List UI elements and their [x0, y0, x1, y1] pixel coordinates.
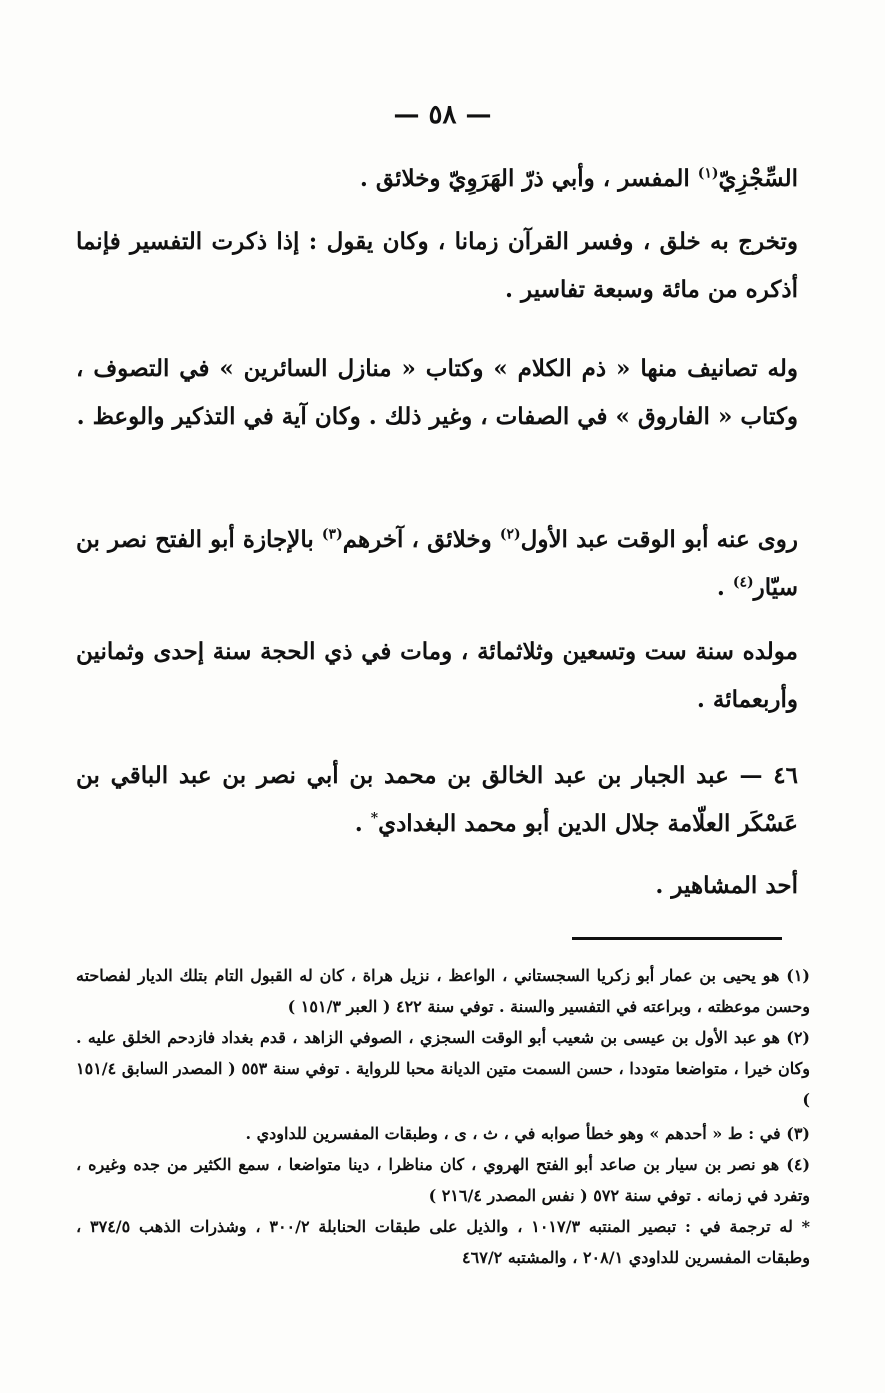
footnote-ref-4: (٤): [732, 574, 754, 591]
paragraph-4-part-3: بالإجازة أبو الفتح نصر بن سيّار: [76, 526, 798, 601]
footnote-ref-3: (٣): [321, 526, 343, 543]
paragraph-2: وتخرج به خلق ، وفسر القرآن زمانا ، وكان يقول : إذا ذكرت التفسير فإنما أذكره من مائة وسبعة تفاسير .: [76, 228, 798, 303]
footnote-2: (٢) هو عبد الأول بن عيسى بن شعيب أبو الوقت السجزي ، الصوفي الزاهد ، قدم بغداد فازدحم الخلق عليه . وكان خيرا ، متواضعا متوددا ، حسن السمت متين الديانة محبا للرواية . توفي سنة ٥٥٣ ( المصدر السابق ١٥١/٤ ): [76, 1028, 811, 1109]
entry-46-text: ٤٦ — عبد الجبار بن عبد الخالق بن محمد بن أبي نصر بن عبد الباقي بن عَسْكَر العلّامة جلال الدين أبو محمد البغدادي: [76, 762, 798, 837]
star-note-ref: *: [370, 810, 379, 827]
paragraph-3: وله تصانيف منها « ذم الكلام » وكتاب « منازل السائرين » في التصوف ، وكتاب « الفاروق » في الصفات ، وغير ذلك . وكان آية في التذكير والوعظ .: [76, 355, 798, 430]
paragraph-4: [76, 516, 798, 612]
footnote-star: * له ترجمة في : تبصير المنتبه ١٠١٧/٣ ، والذيل على طبقات الحنابلة ٣٠٠/٢ ، وشذرات الذهب ٣٧٤/٥ ، وطبقات المفسرين للداودي ٢٠٨/١ ، والمشتبه ٤٦٧/٢: [76, 1217, 811, 1267]
entry-46-heading: [76, 752, 798, 848]
paragraph-5: مولده سنة ست وتسعين وثلاثمائة ، ومات في ذي الحجة سنة إحدى وثمانين وأربعمائة .: [76, 638, 798, 713]
paragraph-1: [76, 155, 798, 203]
page-number: — ٥٨ —: [393, 100, 492, 130]
footnote-ref-2: (٢): [499, 526, 521, 543]
footnote-3: (٣) في : ط « أحدهم » وهو خطأ صوابه في ، ث ، ى ، وطبقات المفسرين للداودي .: [245, 1124, 810, 1143]
entry-46-end: .: [354, 810, 371, 837]
paragraph-1-end: المفسر ، وأبي ذرّ الهَرَوِيّ وخلائق .: [359, 165, 698, 192]
paragraph-1-start: السِّجْزِيّ: [718, 165, 798, 192]
footnote-ref-1: (١): [697, 165, 719, 182]
footnotes-block: [76, 960, 810, 1273]
footnote-divider: [572, 937, 782, 940]
paragraph-7: أحد المشاهير .: [655, 872, 798, 899]
footnote-1: (١) هو يحيى بن عمار أبو زكريا السجستاني ، الواعظ ، نزيل هراة ، كان له القبول التام بتلك الديار لفصاحته وحسن موعظته ، وبراعته في التفسير والسنة . توفي سنة ٤٢٢ ( العبر ١٥١/٣ ): [76, 966, 810, 1016]
paragraph-4-part-2: وخلائق ، آخرهم: [342, 526, 500, 553]
footnote-4: (٤) هو نصر بن سيار بن صاعد أبو الفتح الهروي ، كان مناظرا ، دينا متواضعا ، سمع الكثير من جده وغيره ، وتفرد في زمانه . توفي سنة ٥٧٢ ( نفس المصدر ٢١٦/٤ ): [76, 1155, 811, 1205]
paragraph-4-part-4: .: [716, 574, 733, 601]
paragraph-4-part-1: روى عنه أبو الوقت عبد الأول: [520, 526, 799, 553]
